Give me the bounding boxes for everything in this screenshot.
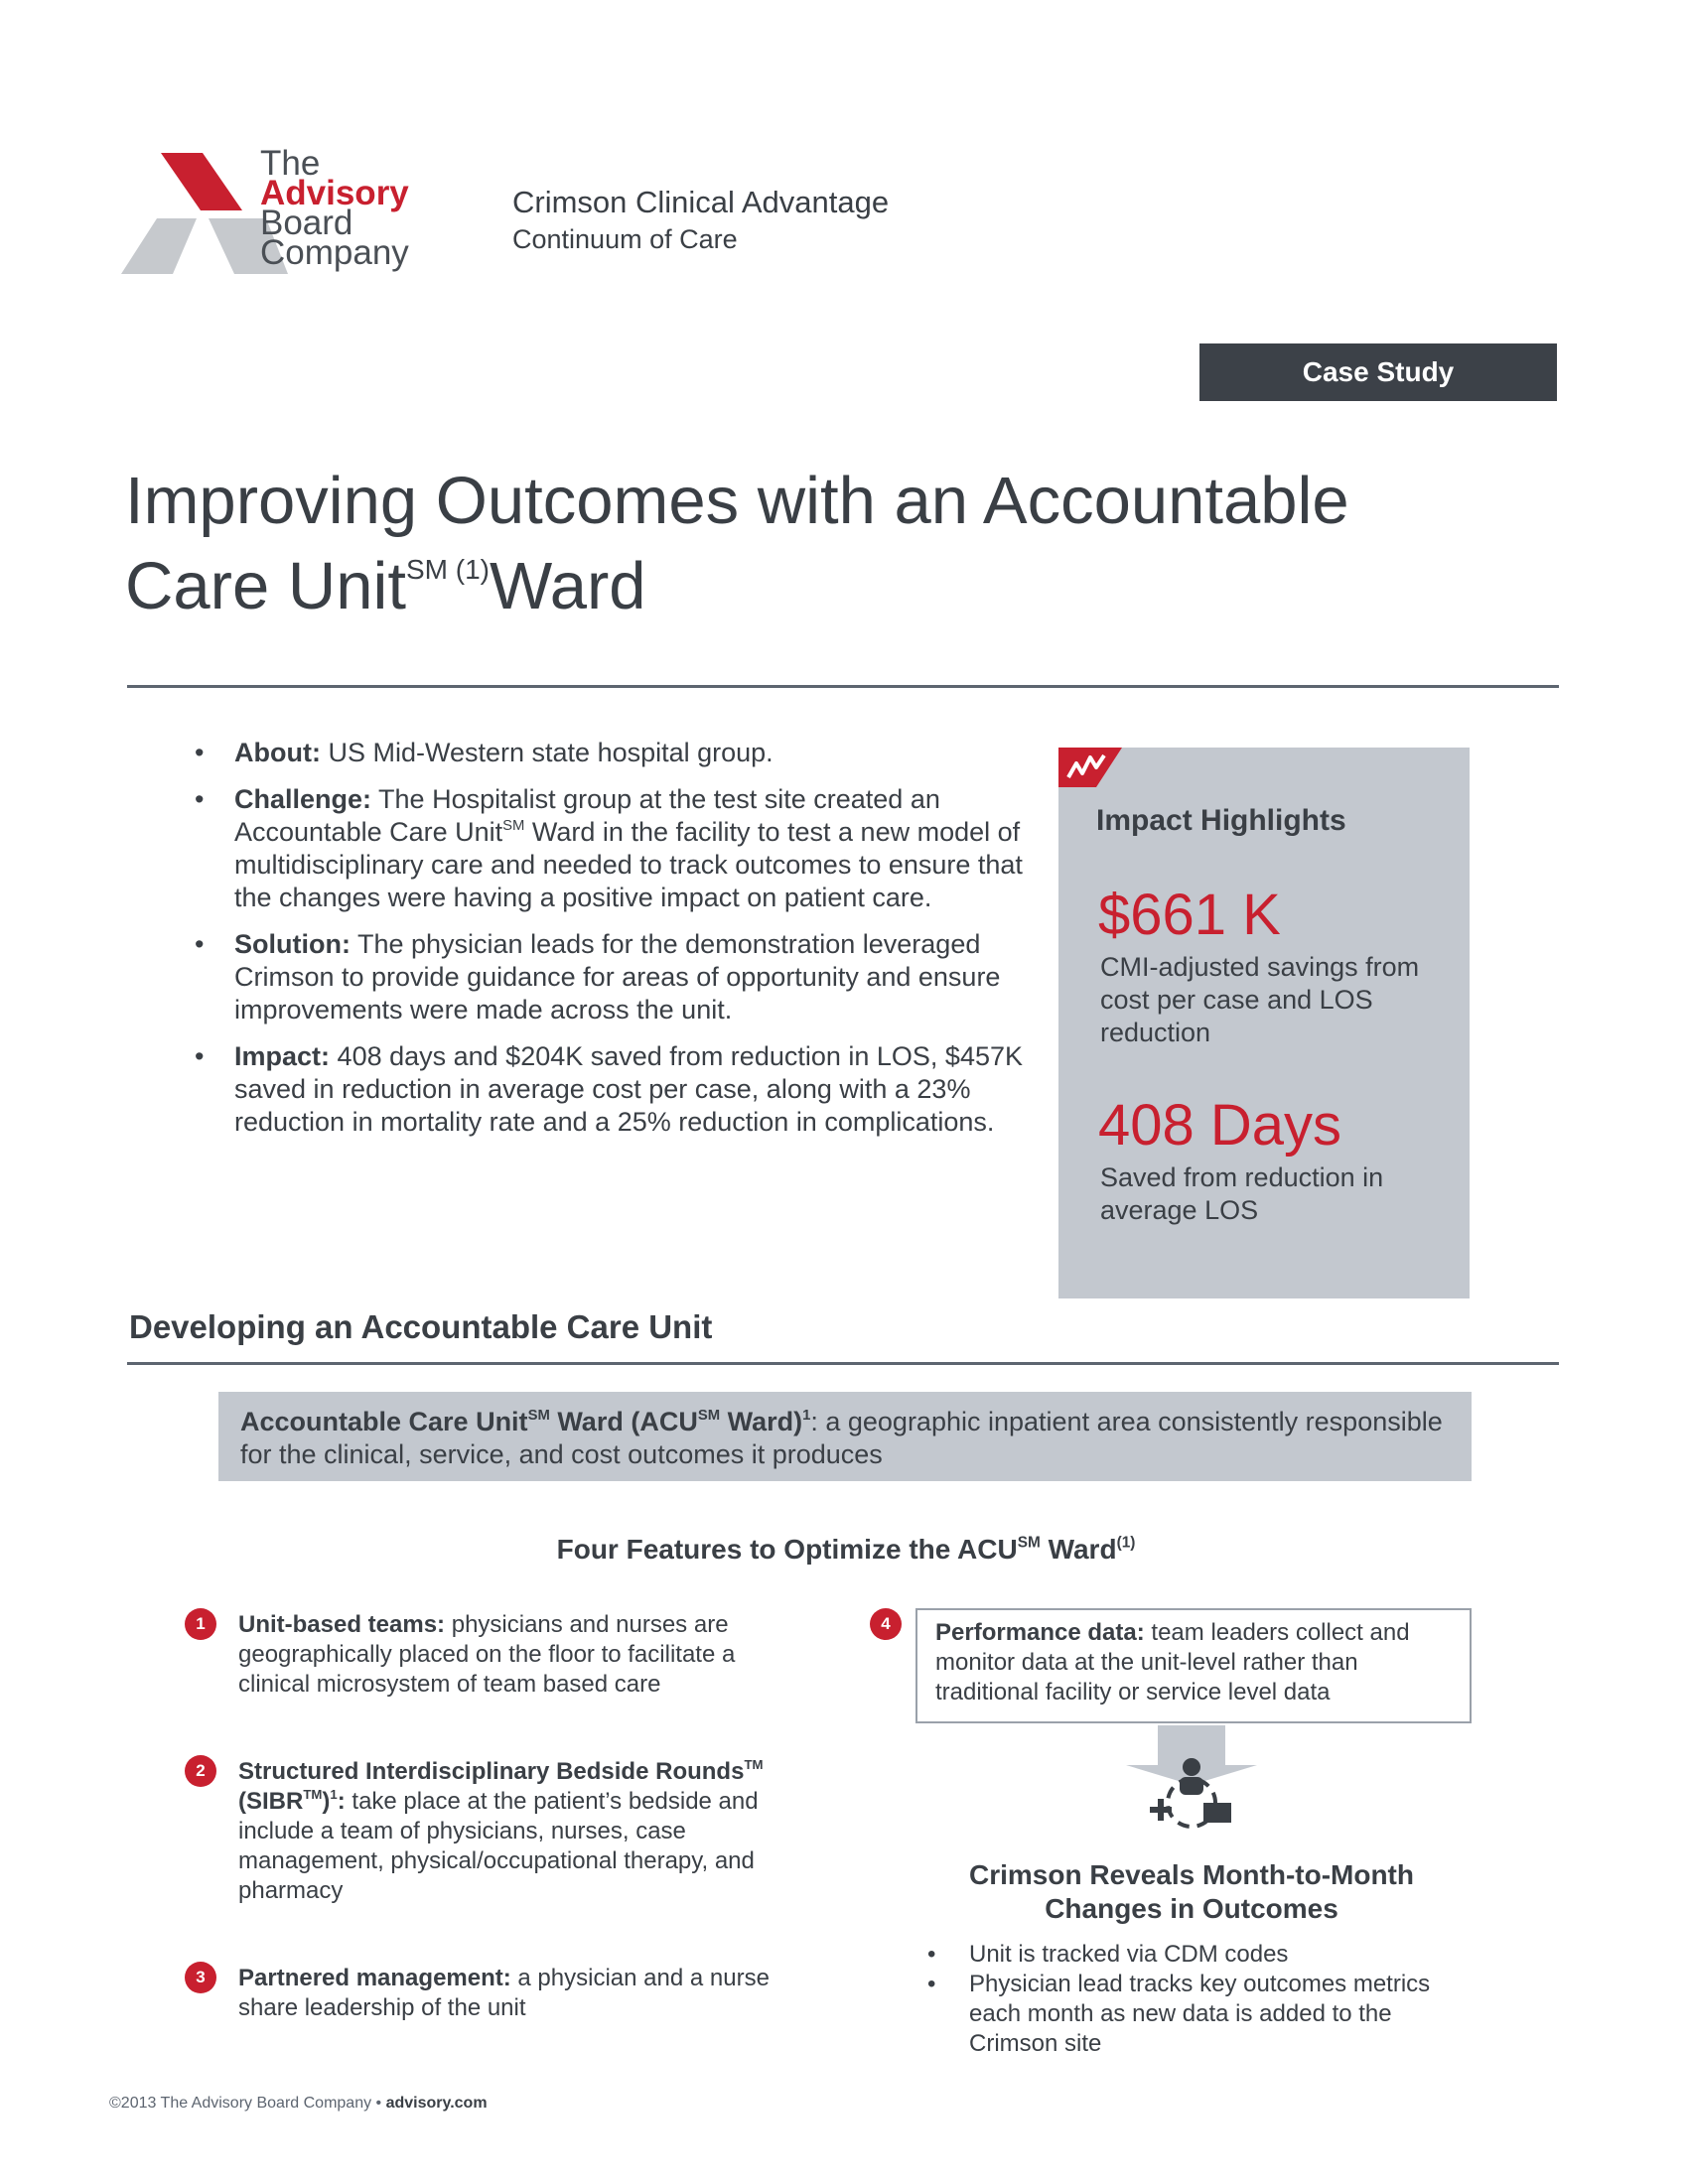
feature-number-2: 2 bbox=[185, 1755, 216, 1787]
feature-sibr bbox=[238, 1757, 794, 1906]
title-line-1: Improving Outcomes with an Accountable bbox=[125, 464, 1349, 538]
feature-label: Unit-based teams: bbox=[238, 1611, 446, 1638]
bullet-label: Challenge: bbox=[234, 784, 372, 814]
bullet-solution bbox=[189, 928, 1033, 1026]
feature-unit-based-teams bbox=[238, 1610, 794, 1700]
impact-stat-savings: $661 K bbox=[1098, 883, 1281, 947]
bullet-label: Solution: bbox=[234, 929, 351, 959]
bullet-label: About: bbox=[234, 738, 321, 767]
definition-box bbox=[218, 1392, 1472, 1481]
page-title bbox=[125, 459, 1515, 629]
features-heading-sup: (1) bbox=[1116, 1534, 1136, 1552]
bullet-text: 408 days and $204K saved from reduction in LOS, $457K saved in reduction in average cost per case, along with a 23% reduction in mortality rate and a 25% reduction in complications. bbox=[234, 1041, 1023, 1137]
features-heading-sup: SM bbox=[1017, 1534, 1041, 1552]
impact-title: Impact Highlights bbox=[1096, 804, 1346, 837]
label-sup: 1 bbox=[330, 1787, 338, 1803]
bullet-about bbox=[189, 737, 1033, 769]
bullet-text: The Hospitalist group at the test site created an Accountable Care Unit bbox=[234, 784, 940, 847]
term-sup: SM bbox=[527, 1407, 550, 1424]
reveal-heading-line-2: Changes in Outcomes bbox=[1045, 1893, 1338, 1924]
section-divider bbox=[127, 1362, 1559, 1365]
impact-stat-days-desc: Saved from reduction in average LOS bbox=[1100, 1162, 1384, 1225]
feature-text: a physician and a nurse share leadership of the unit bbox=[238, 1965, 770, 2021]
term-part: Accountable Care Unit bbox=[240, 1407, 528, 1436]
feature-number-3: 3 bbox=[185, 1962, 216, 1993]
reveal-heading bbox=[933, 1858, 1450, 1926]
term-sup: 1 bbox=[802, 1407, 811, 1424]
logo-line-2: Advisory bbox=[260, 174, 409, 212]
definition-term bbox=[240, 1407, 810, 1436]
bullet-text: Ward in the facility to test a new model of multidisciplinary care and needed to track outcomes to ensure that the changes were having a positive impact on patient care. bbox=[234, 817, 1023, 912]
feature-text: physicians and nurses are geographically placed on the floor to facilitate a clinical microsystem of team based care bbox=[238, 1611, 736, 1698]
title-line-2-pre: Care Unit bbox=[125, 549, 406, 623]
case-study-badge: Case Study bbox=[1199, 343, 1557, 401]
features-heading bbox=[0, 1534, 1688, 1566]
logo-wordmark bbox=[260, 144, 409, 272]
title-line-2-post: Ward bbox=[489, 549, 646, 623]
bullet-sup: SM bbox=[502, 817, 525, 834]
feature-number-1: 1 bbox=[185, 1608, 216, 1640]
features-heading-text: Ward bbox=[1040, 1534, 1117, 1565]
impact-stat-savings-desc: CMI-adjusted savings from cost per case and LOS reduction bbox=[1100, 952, 1420, 1047]
reveal-item: • Unit is tracked via CDM codes bbox=[923, 1940, 1479, 1970]
footer-copyright: ©2013 The Advisory Board Company • bbox=[109, 2095, 386, 2112]
label-sup: TM bbox=[744, 1757, 764, 1773]
footer bbox=[109, 2095, 488, 2113]
bullet-impact bbox=[189, 1040, 1033, 1139]
label-part: (SIBR bbox=[238, 1788, 304, 1815]
bullet-text: The physician leads for the demonstration leveraged Crimson to provide guidance for areas of opportunity and ensure improvements were made across the unit. bbox=[234, 929, 1001, 1024]
label-part: Structured Interdisciplinary Bedside Rounds bbox=[238, 1758, 745, 1785]
term-part: Ward (ACU bbox=[549, 1407, 698, 1436]
feature-performance-data bbox=[915, 1608, 1472, 1723]
bullet-challenge bbox=[189, 783, 1033, 914]
definition-text: : a geographic inpatient area consistently responsible for the clinical, service, and cost outcomes it produces bbox=[240, 1407, 1443, 1469]
bullet-label: Impact: bbox=[234, 1041, 331, 1071]
product-subtitle: Continuum of Care bbox=[512, 224, 738, 254]
reveal-item: • Physician lead tracks key outcomes metrics each month as new data is added to the Crimson site bbox=[923, 1970, 1479, 2059]
label-sup: TM bbox=[303, 1787, 323, 1803]
label-part: : bbox=[337, 1788, 346, 1815]
product-name: Crimson Clinical Advantage bbox=[512, 185, 890, 219]
term-part: Ward) bbox=[720, 1407, 803, 1436]
label-part: ) bbox=[322, 1788, 331, 1815]
feature-text: team leaders collect and monitor data at the unit-level rather than traditional facility or service level data bbox=[935, 1619, 1410, 1706]
reveal-bullets bbox=[923, 1940, 1479, 2059]
trend-flag-icon bbox=[1058, 748, 1122, 787]
logo-line-3: Board bbox=[260, 204, 353, 242]
feature-label: Partnered management: bbox=[238, 1965, 511, 1991]
title-line-2 bbox=[125, 544, 1515, 629]
feature-partnered-management bbox=[238, 1964, 794, 2023]
logo-line-1: The bbox=[260, 144, 321, 183]
summary-bullets bbox=[189, 737, 1033, 1153]
title-sup: SM (1) bbox=[405, 554, 490, 585]
title-divider bbox=[127, 685, 1559, 688]
reveal-heading-line-1: Crimson Reveals Month-to-Month bbox=[969, 1859, 1414, 1890]
impact-stat-days: 408 Days bbox=[1098, 1093, 1342, 1158]
logo-line-4: Company bbox=[260, 233, 409, 272]
footer-link[interactable]: advisory.com bbox=[385, 2095, 488, 2112]
feature-text: take place at the patient’s bedside and include a team of physicians, nurses, case management, physical/occupational therapy, and pharmacy bbox=[238, 1788, 759, 1904]
team-cycle-icon bbox=[1142, 1749, 1241, 1839]
section-heading: Developing an Accountable Care Unit bbox=[129, 1308, 713, 1345]
feature-number-4: 4 bbox=[870, 1608, 902, 1640]
term-sup: SM bbox=[697, 1407, 721, 1424]
feature-label: Performance data: bbox=[935, 1619, 1145, 1646]
bullet-text: US Mid-Western state hospital group. bbox=[328, 738, 774, 767]
features-heading-text: Four Features to Optimize the ACU bbox=[556, 1534, 1018, 1565]
